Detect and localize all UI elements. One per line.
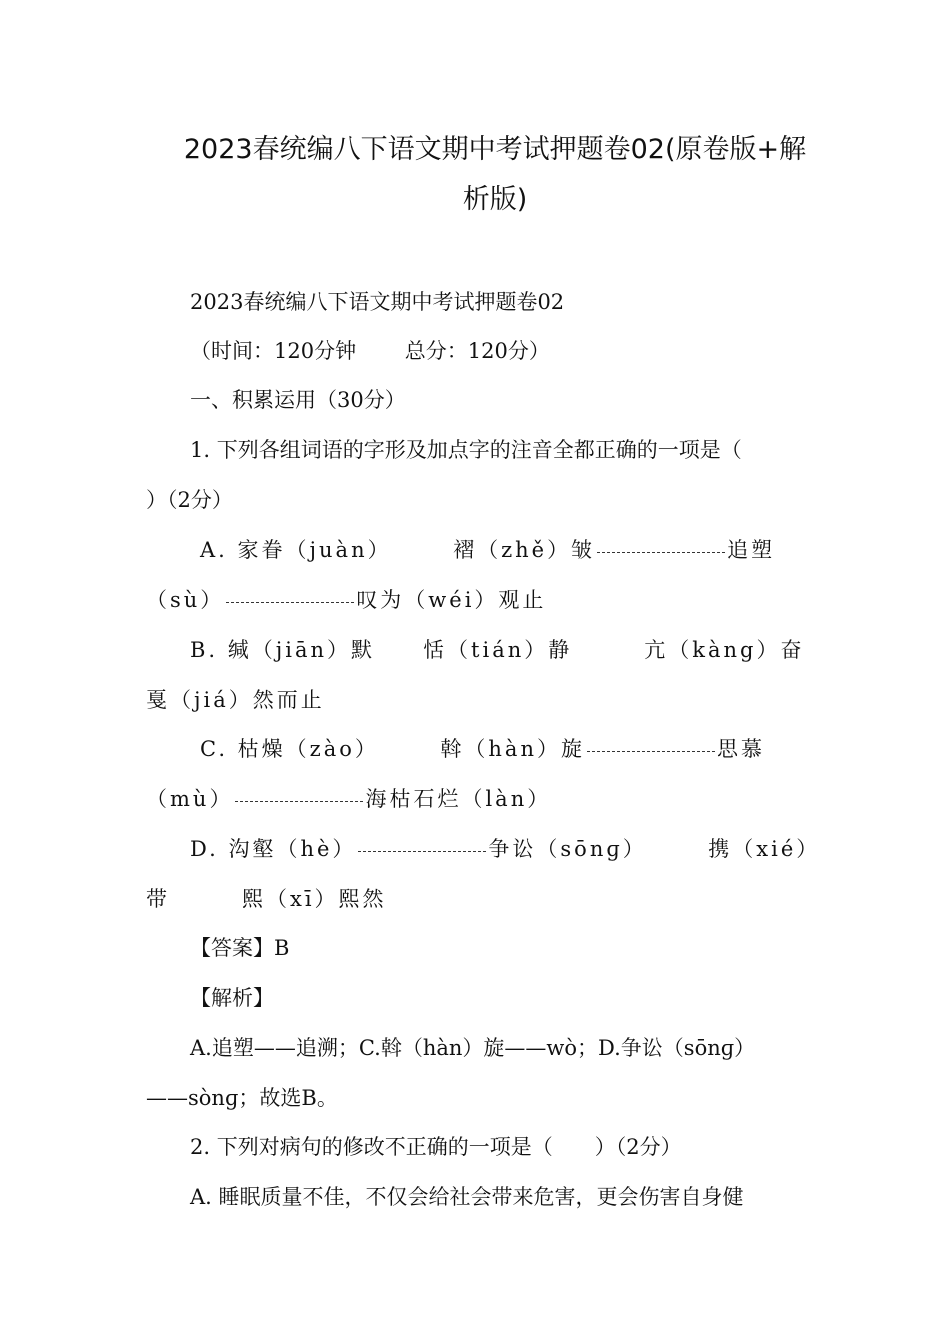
option-c-text-4: 海枯石烂（làn） [365,787,552,811]
analysis-label: 【解析】 [190,986,274,1010]
question-1-stem: 1. 下列各组词语的字形及加点字的注音全都正确的一项是（ [190,438,742,462]
analysis-text-1: A.追塑——追溯；C.斡（hàn）旋——wò；D.争讼（sōnɡ） [190,1036,756,1060]
fill-blank [597,551,725,553]
fill-blank [587,750,715,752]
option-a-text-3: （sù） [146,588,225,612]
option-c-text-1: C. 枯燥（zào） 斡（hàn）旋 [200,737,585,761]
option-a-line-2 [146,585,546,615]
option-a-text-1: A. 家眷（juàn） 褶（zhě）皱 [200,538,596,562]
option-d-text-2: 争讼（sōnɡ） 携（xié） [488,837,821,861]
option-b-line-2: 戛（jiá）然而止 [146,688,325,712]
analysis-text-2: ——sònɡ；故选B。 [146,1086,338,1110]
question-2-option-a: A. 睡眠质量不佳，不仅会给社会带来危害，更会伤害自身健 [190,1185,744,1209]
fill-blank [235,800,363,802]
option-a-text-2: 追塑 [727,538,776,562]
question-1-stem-cont: ）（2分） [146,488,233,512]
option-b-line-1: B. 缄（jiān）默 恬（tián）静 亢（kàng）奋 [190,638,805,662]
exam-subtitle: 2023春统编八下语文期中考试押题卷02 [190,290,565,314]
option-a-line-1 [200,535,775,565]
document-title-line-1: 2023春统编八下语文期中考试押题卷02(原卷版+解 [183,134,807,165]
option-c-text-2: 思慕 [716,737,765,761]
option-c-text-3: （mù） [146,787,234,811]
option-c-line-2 [146,784,551,814]
option-c-line-1 [200,734,765,764]
option-d-line-1 [190,834,820,864]
exam-time-info: （时间：120分钟 总分：120分） [190,339,550,363]
answer-label: 【答案】B [190,936,290,960]
section-heading: 一、积累运用（30分） [190,388,406,412]
option-a-text-4: 叹为（wéi）观止 [356,588,547,612]
option-d-line-2: 带 熙（xī）熙然 [146,887,387,911]
option-d-text-1: D. 沟壑（hè） [190,837,357,861]
document-title-line-2: 析版) [462,184,528,215]
question-2-stem: 2. 下列对病句的修改不正确的一项是（ ）（2分） [190,1135,682,1159]
fill-blank [226,601,354,603]
fill-blank [358,850,486,852]
